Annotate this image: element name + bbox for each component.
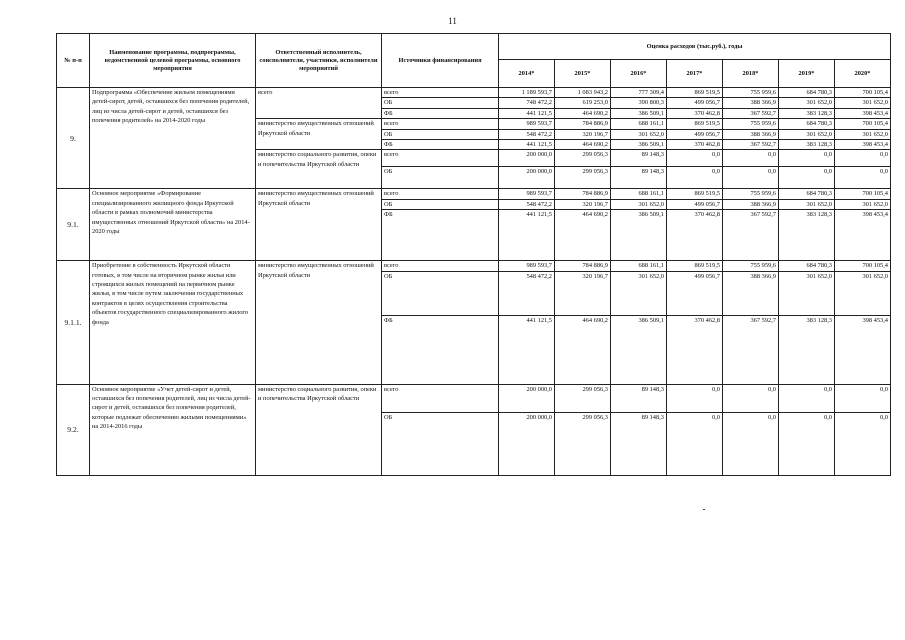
program-name: Основное мероприятие «Формирование специализированного жилищного фонда Иркутской области в рамках полномочий министерства имущественных отношений Иркутской области» на 2014-2020 годы <box>90 189 256 261</box>
amount-cell: 869 519,5 <box>667 119 723 129</box>
amount-cell: 0,0 <box>779 167 835 189</box>
header-estimate: Оценка расходов (тыс.руб.), годы <box>499 34 891 60</box>
amount-cell: 301 652,0 <box>611 199 667 209</box>
executor-cell: всего <box>256 88 382 119</box>
amount-cell: 200 000,0 <box>499 167 555 189</box>
amount-cell: 684 780,3 <box>779 88 835 98</box>
amount-cell: 0,0 <box>723 412 779 475</box>
amount-cell: 499 056,7 <box>667 98 723 108</box>
amount-cell: 301 652,0 <box>779 199 835 209</box>
amount-cell: 299 056,3 <box>555 412 611 475</box>
amount-cell: 383 128,3 <box>779 315 835 384</box>
funding-source: всего <box>382 150 499 167</box>
amount-cell: 0,0 <box>723 167 779 189</box>
funding-source: ОБ <box>382 129 499 139</box>
funding-source: всего <box>382 88 499 98</box>
amount-cell: 367 592,7 <box>723 315 779 384</box>
amount-cell: 784 886,9 <box>555 261 611 271</box>
program-name: Основное мероприятие «Учет детей-сирот и детей, оставшихся без попечения родителей, лиц из числа детей-сирот и детей, оставшихся без попечения родителей, которые подлежат обеспечению жилыми помещениями» на 2014-2016 годы <box>90 384 256 475</box>
amount-cell: 441 121,5 <box>499 108 555 118</box>
executor-cell: министерство имущественных отношений Иркутской области <box>256 261 382 384</box>
amount-cell: 383 128,3 <box>779 108 835 118</box>
table-row <box>57 384 891 412</box>
amount-cell: 0,0 <box>667 150 723 167</box>
header-year: 2016* <box>611 60 667 88</box>
amount-cell: 989 593,7 <box>499 189 555 199</box>
executor-cell: министерство имущественных отношений Иркутской области <box>256 189 382 261</box>
amount-cell: 0,0 <box>779 150 835 167</box>
amount-cell: 0,0 <box>835 412 891 475</box>
amount-cell: 0,0 <box>779 412 835 475</box>
amount-cell: 301 652,0 <box>835 199 891 209</box>
amount-cell: 398 453,4 <box>835 210 891 261</box>
amount-cell: 299 056,3 <box>555 167 611 189</box>
funding-source: всего <box>382 384 499 412</box>
amount-cell: 383 128,3 <box>779 210 835 261</box>
amount-cell: 684 780,3 <box>779 261 835 271</box>
amount-cell: 386 509,1 <box>611 210 667 261</box>
amount-cell: 784 886,9 <box>555 119 611 129</box>
executor-cell: министерство имущественных отношений Иркутской области <box>256 119 382 150</box>
budget-table <box>56 33 891 476</box>
amount-cell: 784 886,9 <box>555 189 611 199</box>
amount-cell: 989 593,7 <box>499 119 555 129</box>
funding-source: ОБ <box>382 412 499 475</box>
amount-cell: 367 592,7 <box>723 108 779 118</box>
amount-cell: 684 780,3 <box>779 119 835 129</box>
amount-cell: 548 472,2 <box>499 129 555 139</box>
amount-cell: 777 309,4 <box>611 88 667 98</box>
amount-cell: 688 161,1 <box>611 189 667 199</box>
amount-cell: 869 519,5 <box>667 261 723 271</box>
amount-cell: 0,0 <box>667 412 723 475</box>
amount-cell: 684 780,3 <box>779 189 835 199</box>
amount-cell: 398 453,4 <box>835 108 891 118</box>
amount-cell: 989 593,7 <box>499 261 555 271</box>
header-executor: Ответственный исполнитель, соисполнители, участники, исполнители мероприятий <box>256 34 382 88</box>
header-year: 2017* <box>667 60 723 88</box>
amount-cell: 386 509,1 <box>611 140 667 150</box>
amount-cell: 301 652,0 <box>611 129 667 139</box>
amount-cell: 0,0 <box>835 384 891 412</box>
amount-cell: 370 462,8 <box>667 315 723 384</box>
amount-cell: 748 472,2 <box>499 98 555 108</box>
table-row <box>57 189 891 199</box>
amount-cell: 548 472,2 <box>499 199 555 209</box>
row-number: 9. <box>57 88 90 189</box>
amount-cell: 548 472,2 <box>499 271 555 315</box>
amount-cell: 89 148,3 <box>611 412 667 475</box>
amount-cell: 755 959,6 <box>723 189 779 199</box>
amount-cell: 320 196,7 <box>555 271 611 315</box>
amount-cell: 700 105,4 <box>835 119 891 129</box>
amount-cell: 398 453,4 <box>835 315 891 384</box>
amount-cell: 299 056,3 <box>555 150 611 167</box>
amount-cell: 301 652,0 <box>835 271 891 315</box>
amount-cell: 0,0 <box>835 167 891 189</box>
amount-cell: 200 000,0 <box>499 384 555 412</box>
executor-cell: министерство социального развития, опеки и попечительства Иркутской области <box>256 384 382 475</box>
amount-cell: 301 652,0 <box>611 271 667 315</box>
amount-cell: 441 121,5 <box>499 140 555 150</box>
funding-source: ФБ <box>382 140 499 150</box>
funding-source: ОБ <box>382 199 499 209</box>
amount-cell: 89 148,3 <box>611 167 667 189</box>
amount-cell: 0,0 <box>835 150 891 167</box>
amount-cell: 388 366,9 <box>723 98 779 108</box>
row-number: 9.1.1. <box>57 261 90 384</box>
amount-cell: 0,0 <box>667 384 723 412</box>
funding-source: всего <box>382 261 499 271</box>
amount-cell: 320 196,7 <box>555 129 611 139</box>
amount-cell: 89 148,3 <box>611 384 667 412</box>
amount-cell: 370 462,8 <box>667 210 723 261</box>
amount-cell: 370 462,8 <box>667 108 723 118</box>
amount-cell: 370 462,8 <box>667 140 723 150</box>
funding-source: ФБ <box>382 210 499 261</box>
table-body <box>57 88 891 476</box>
amount-cell: 0,0 <box>723 150 779 167</box>
amount-cell: 388 366,9 <box>723 199 779 209</box>
header-year: 2019* <box>779 60 835 88</box>
amount-cell: 700 105,4 <box>835 88 891 98</box>
header-num: № п-п <box>57 34 90 88</box>
amount-cell: 619 253,0 <box>555 98 611 108</box>
amount-cell: 499 056,7 <box>667 271 723 315</box>
amount-cell: 388 366,9 <box>723 129 779 139</box>
header-year: 2015* <box>555 60 611 88</box>
funding-source: ОБ <box>382 271 499 315</box>
amount-cell: 869 519,5 <box>667 88 723 98</box>
program-name: Подпрограмма «Обеспечение жильем помещениями детей-сирот, детей, оставшихся без попечения родителей, лиц из числа детей-сирот и детей, оставшихся без попечения родителей» на 2014-2020 годы <box>90 88 256 189</box>
amount-cell: 700 105,4 <box>835 189 891 199</box>
amount-cell: 441 121,5 <box>499 210 555 261</box>
amount-cell: 755 959,6 <box>723 261 779 271</box>
funding-source: ОБ <box>382 98 499 108</box>
table-row <box>57 88 891 98</box>
amount-cell: 301 652,0 <box>835 98 891 108</box>
header-source: Источники финансирования <box>382 34 499 88</box>
funding-source: ОБ <box>382 167 499 189</box>
amount-cell: 1 189 593,7 <box>499 88 555 98</box>
amount-cell: 200 000,0 <box>499 150 555 167</box>
amount-cell: 0,0 <box>723 384 779 412</box>
header-year: 2014* <box>499 60 555 88</box>
amount-cell: 0,0 <box>667 167 723 189</box>
page-number: 11 <box>448 16 457 26</box>
amount-cell: 367 592,7 <box>723 210 779 261</box>
amount-cell: 464 690,2 <box>555 210 611 261</box>
header-year: 2018* <box>723 60 779 88</box>
funding-source: всего <box>382 189 499 199</box>
amount-cell: 388 366,9 <box>723 271 779 315</box>
funding-source: ФБ <box>382 108 499 118</box>
amount-cell: 299 056,3 <box>555 384 611 412</box>
amount-cell: 755 959,6 <box>723 88 779 98</box>
row-number: 9.2. <box>57 384 90 475</box>
header-year: 2020* <box>835 60 891 88</box>
amount-cell: 89 148,3 <box>611 150 667 167</box>
amount-cell: 301 652,0 <box>779 129 835 139</box>
amount-cell: 301 652,0 <box>779 271 835 315</box>
amount-cell: 464 690,2 <box>555 108 611 118</box>
amount-cell: 464 690,2 <box>555 315 611 384</box>
amount-cell: 755 959,6 <box>723 119 779 129</box>
amount-cell: 386 509,1 <box>611 315 667 384</box>
amount-cell: 688 161,1 <box>611 261 667 271</box>
amount-cell: 499 056,7 <box>667 129 723 139</box>
amount-cell: 869 519,5 <box>667 189 723 199</box>
amount-cell: 441 121,5 <box>499 315 555 384</box>
amount-cell: 200 000,0 <box>499 412 555 475</box>
table-row <box>57 261 891 271</box>
row-number: 9.1. <box>57 189 90 261</box>
amount-cell: 1 083 943,2 <box>555 88 611 98</box>
amount-cell: 464 690,2 <box>555 140 611 150</box>
amount-cell: 383 128,3 <box>779 140 835 150</box>
executor-cell: министерство социального развития, опеки и попечительства Иркутской области <box>256 150 382 189</box>
header-name: Наименование программы, подпрограммы, ведомственной целевой программы, основного мероприятия <box>90 34 256 88</box>
funding-source: ФБ <box>382 315 499 384</box>
amount-cell: 390 800,3 <box>611 98 667 108</box>
amount-cell: 499 056,7 <box>667 199 723 209</box>
amount-cell: 301 652,0 <box>779 98 835 108</box>
amount-cell: 688 161,1 <box>611 119 667 129</box>
amount-cell: 0,0 <box>779 384 835 412</box>
amount-cell: 367 592,7 <box>723 140 779 150</box>
amount-cell: 386 509,1 <box>611 108 667 118</box>
program-name: Приобретение в собственность Иркутской области готовых, в том числе на вторичном рынке жилья или строящихся жилых помещений на первичном рынке жилья, в том числе путем заключения государственных контрактов в целях осуществления строительства объектов государственного специализированного жилого фонда <box>90 261 256 384</box>
amount-cell: 700 105,4 <box>835 261 891 271</box>
amount-cell: 301 652,0 <box>835 129 891 139</box>
amount-cell: 398 453,4 <box>835 140 891 150</box>
amount-cell: 320 196,7 <box>555 199 611 209</box>
scan-speck <box>703 509 705 510</box>
funding-source: всего <box>382 119 499 129</box>
